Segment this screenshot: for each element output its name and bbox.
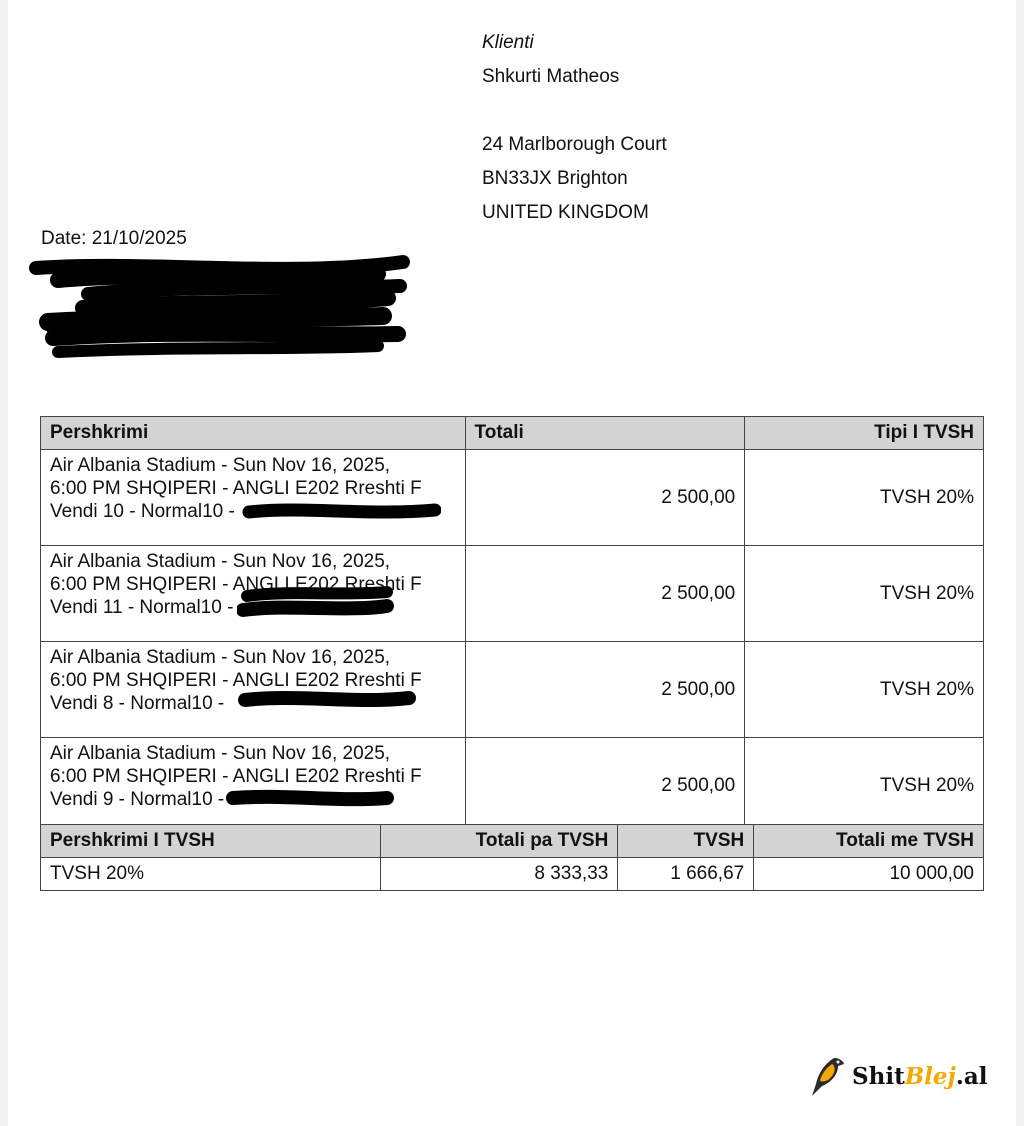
client-country: UNITED KINGDOM [482,202,649,223]
client-address-line1: 24 Marlborough Court [482,134,667,155]
item-description: Air Albania Stadium - Sun Nov 16, 2025, 6:00 PM SHQIPERI - ANGLI E202 Rreshti F Vendi 11 - Normal10 - [41,546,466,642]
item-description: Air Albania Stadium - Sun Nov 16, 2025, 6:00 PM SHQIPERI - ANGLI E202 Rreshti F Vendi 8 - Normal10 - [41,642,466,738]
logo-text-part3: .al [955,1062,988,1090]
table-row [41,858,984,891]
bird-icon [808,1054,848,1098]
vat-summary-table [40,824,984,891]
svg-text:Ti: Ti [42,316,58,337]
logo-text-part1: Shit [852,1062,905,1090]
logo-text-part2: Blej [904,1062,956,1090]
item-vat-type: TVSH 20% [745,738,984,834]
vat-net-total: 8 333,33 [380,858,618,891]
col-header-vat: TVSH [618,825,754,858]
shitblej-logo [808,1054,988,1098]
col-header-total: Totali [465,417,745,450]
redaction-scribble [28,250,418,370]
item-total: 2 500,00 [465,642,745,738]
table-row [41,738,984,834]
table-row [41,546,984,642]
vat-description: TVSH 20% [41,858,381,891]
items-header-row [41,417,984,450]
item-description: Air Albania Stadium - Sun Nov 16, 2025, 6:00 PM SHQIPERI - ANGLI E202 Rreshti F Vendi 9 - Normal10 - [41,738,466,834]
invoice-date: Date: 21/10/2025 [41,228,187,249]
item-vat-type: TVSH 20% [745,642,984,738]
item-total: 2 500,00 [465,450,745,546]
vat-amount: 1 666,67 [618,858,754,891]
col-header-vat-description: Pershkrimi I TVSH [41,825,381,858]
items-table [40,416,984,834]
item-total: 2 500,00 [465,546,745,642]
item-description: Air Albania Stadium - Sun Nov 16, 2025, 6:00 PM SHQIPERI - ANGLI E202 Rreshti F Vendi 10 - Normal10 - [41,450,466,546]
item-vat-type: TVSH 20% [745,546,984,642]
client-name: Shkurti Matheos [482,66,620,87]
table-row [41,450,984,546]
item-total: 2 500,00 [465,738,745,834]
col-header-net-total: Totali pa TVSH [380,825,618,858]
item-vat-type: TVSH 20% [745,450,984,546]
vat-gross-total: 10 000,00 [754,858,984,891]
client-address-line2: BN33JX Brighton [482,168,628,189]
table-row [41,642,984,738]
vat-header-row [41,825,984,858]
client-block [482,26,667,230]
col-header-vat-type: Tipi I TVSH [745,417,984,450]
client-label: Klienti [482,32,534,53]
col-header-gross-total: Totali me TVSH [754,825,984,858]
col-header-description: Pershkrimi [41,417,466,450]
